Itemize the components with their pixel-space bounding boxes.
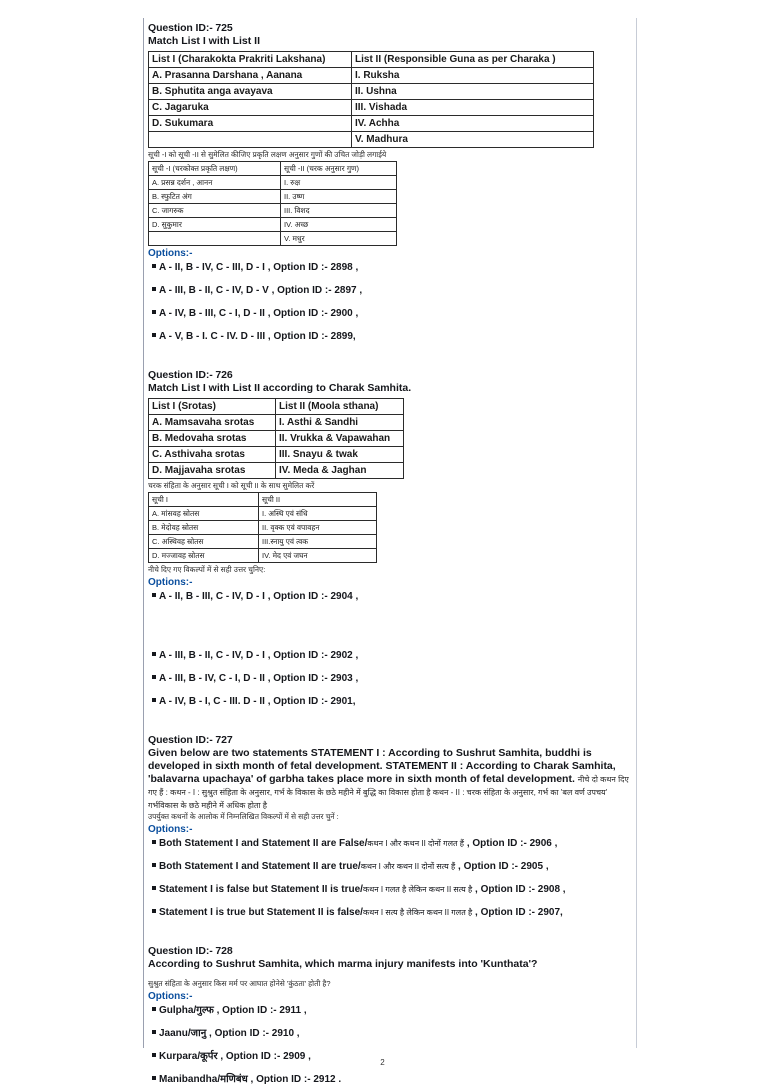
question-prompt: Match List I with List II [148, 35, 261, 47]
cell-list2-hindi: III.स्नायु एवं त्वक [259, 535, 377, 549]
option-text-tail: , Option ID :- 2906 , [464, 838, 558, 849]
cell-list2: V. Madhura [352, 132, 594, 148]
page-number: 2 [380, 1058, 385, 1067]
bullet-icon [152, 886, 156, 890]
option-text-en: Statement I is false but Statement II is true/ [159, 884, 363, 895]
question-footer-hindi: नीचे दिए गए विकल्पों में से सही उत्तर चुनिए: [148, 565, 266, 574]
col-header-list1-hindi: सूची -I (चरकोक्त प्रकृति लक्षण) [149, 162, 281, 176]
question-id: Question ID:- 727 [148, 734, 233, 746]
options-label: Options:- [148, 248, 193, 259]
option-text: A - IV, B - I, C - III. D - II , Option ID :- 2901, [159, 696, 356, 707]
table-header-row [149, 399, 404, 415]
cell-list2-hindi: II. उष्ण [281, 190, 397, 204]
cell-list1: D. Majjavaha srotas [149, 463, 276, 479]
bullet-icon [152, 1007, 156, 1011]
option-text: A - V, B - I. C - IV. D - III , Option ID :- 2899, [159, 331, 356, 342]
option-text: Kurpara/कूर्पर , Option ID :- 2909 , [159, 1051, 311, 1062]
col-header-list1: List I (Charakokta Prakriti Lakshana) [149, 52, 352, 68]
cell-list1-hindi: D. मज्जावह स्रोतस [149, 549, 259, 563]
question-footer-hindi: उपर्युक्त कथनों के आलोक में निम्नलिखित विकल्पों में से सही उत्तर चुनें : [148, 812, 339, 821]
question-prompt-wrapper [148, 747, 633, 812]
col-header-list2: List II (Responsible Guna as per Charaka ) [352, 52, 594, 68]
table-row [149, 507, 377, 521]
option-text: Jaanu/जानु , Option ID :- 2910 , [159, 1028, 300, 1039]
options-label: Options:- [148, 824, 193, 835]
bullet-icon [152, 698, 156, 702]
table-row [149, 415, 404, 431]
option-item[interactable] [148, 695, 633, 708]
cell-list1-hindi: B. स्फुटित अंग [149, 190, 281, 204]
option-text-hi: कथन I और कथन II दोनों गलत हैं [367, 839, 465, 848]
section-spacer [148, 345, 633, 369]
option-item[interactable] [148, 837, 633, 850]
question-block-726 [148, 369, 633, 708]
option-item[interactable] [148, 1004, 633, 1017]
col-header-list2-hindi: सूची -II (चरक अनुसार गुण) [281, 162, 397, 176]
option-text-hi: कथन I गलत है लेकिन कथन II सत्य है [362, 885, 473, 894]
table-header-row [149, 493, 377, 507]
cell-list2: II. Vrukka & Vapawahan [276, 431, 404, 447]
bullet-icon [152, 909, 156, 913]
cell-list1: A. Mamsavaha srotas [149, 415, 276, 431]
match-table-725 [148, 51, 594, 148]
table-row [149, 521, 377, 535]
col-header-list2-hindi: सूची II [259, 493, 377, 507]
question-prompt: Match List I with List II according to Charak Samhita. [148, 382, 412, 394]
bullet-icon [152, 840, 156, 844]
options-label: Options:- [148, 991, 193, 1002]
option-text-en: Statement I is true but Statement II is false/ [159, 907, 363, 918]
option-item[interactable] [148, 883, 633, 896]
cell-list1: B. Medovaha srotas [149, 431, 276, 447]
table-header-row [149, 52, 594, 68]
section-spacer [148, 710, 633, 734]
cell-list1 [149, 132, 352, 148]
cell-list2: III. Snayu & twak [276, 447, 404, 463]
bullet-icon [152, 652, 156, 656]
options-label: Options:- [148, 577, 193, 588]
cell-list1: C. Jagaruka [149, 100, 352, 116]
option-text-tail: , Option ID :- 2907, [472, 907, 563, 918]
option-item[interactable] [148, 906, 633, 919]
bullet-icon [152, 1053, 156, 1057]
question-prompt-hindi: सुश्रुत संहिता के अनुसार किस मर्म पर आघात होनेसे 'कुंठता' होती है? [148, 979, 331, 988]
match-table-hindi-725 [148, 161, 397, 246]
cell-list2-hindi: IV. मेद एवं जघन [259, 549, 377, 563]
right-margin-rule [636, 18, 637, 1048]
section-spacer [148, 921, 633, 945]
cell-list1-hindi: B. मेदोवह स्रोतस [149, 521, 259, 535]
option-item[interactable] [148, 330, 633, 343]
question-id: Question ID:- 726 [148, 369, 233, 381]
option-text-en: Both Statement I and Statement II are False/ [159, 838, 368, 849]
bullet-icon [152, 264, 156, 268]
question-prompt: Given below are two statements STATEMENT I : According to Sushrut Samhita, buddhi is developed in sixth month of fetal development. STATEMENT II : According to Charak Samhita, 'balavarna upachaya' of garbha takes place more in sixth month of fetal development. [148, 747, 616, 785]
option-item[interactable] [148, 590, 633, 603]
question-block-727 [148, 734, 633, 919]
bullet-icon [152, 593, 156, 597]
option-text-hi: कथन I सत्य है लेकिन कथन II गलत है [362, 908, 473, 917]
cell-list2-hindi: II. वृक्क एवं वपावहन [259, 521, 377, 535]
question-prompt: According to Sushrut Samhita, which marma injury manifests into 'Kunthata'? [148, 958, 538, 970]
question-block-725 [148, 22, 633, 343]
bullet-icon [152, 333, 156, 337]
cell-list1-hindi: D. सुकुमार [149, 218, 281, 232]
cell-list2: II. Ushna [352, 84, 594, 100]
option-item[interactable] [148, 284, 633, 297]
table-row [149, 463, 404, 479]
bullet-icon [152, 287, 156, 291]
option-text: A - III, B - IV, C - I, D - II , Option ID :- 2903 , [159, 673, 359, 684]
option-item[interactable] [148, 307, 633, 320]
table-row [149, 100, 594, 116]
option-text: Gulpha/गुल्फ , Option ID :- 2911 , [159, 1005, 307, 1016]
cell-list1-hindi: A. मांसवह स्रोतस [149, 507, 259, 521]
question-prompt-hindi: सूची -I को सूची -II से सुमेलित कीजिए प्रकृति लक्षण अनुसार गुणों की उचित जोड़ी लगाईये [148, 150, 387, 159]
option-item[interactable] [148, 1027, 633, 1040]
cell-list2: I. Asthi & Sandhi [276, 415, 404, 431]
table-row [149, 116, 594, 132]
cell-list2-hindi: I. अस्थि एवं संधि [259, 507, 377, 521]
match-table-hindi-726 [148, 492, 377, 563]
cell-list2-hindi: V. मधुर [281, 232, 397, 246]
table-row [149, 535, 377, 549]
cell-list1: B. Sphutita anga avayava [149, 84, 352, 100]
option-item[interactable] [148, 261, 633, 274]
cell-list1-hindi: C. अस्थिवह स्रोतस [149, 535, 259, 549]
table-row [149, 218, 397, 232]
table-row [149, 232, 397, 246]
col-header-list2: List II (Moola sthana) [276, 399, 404, 415]
question-id: Question ID:- 728 [148, 945, 233, 957]
cell-list1-hindi: A. प्रसन्न दर्शन , आनन [149, 176, 281, 190]
option-text: A - IV, B - III, C - I, D - II , Option ID :- 2900 , [159, 308, 359, 319]
question-prompt-hindi: चरक संहिता के अनुसार सूची I को सूची II के साथ सुमेलित करें [148, 481, 315, 490]
col-header-list1: List I (Srotas) [149, 399, 276, 415]
bullet-icon [152, 1030, 156, 1034]
cell-list1: A. Prasanna Darshana , Aanana [149, 68, 352, 84]
table-row [149, 549, 377, 563]
table-row [149, 68, 594, 84]
cell-list1: C. Asthivaha srotas [149, 447, 276, 463]
table-row [149, 447, 404, 463]
table-row [149, 84, 594, 100]
option-text: A - III, B - II, C - IV, D - V , Option ID :- 2897 , [159, 285, 363, 296]
cell-list2: IV. Achha [352, 116, 594, 132]
option-item[interactable] [148, 649, 633, 662]
option-item[interactable] [148, 860, 633, 873]
cell-list2-hindi: I. रुक्ष [281, 176, 397, 190]
option-text: A - III, B - II, C - IV, D - I , Option ID :- 2902 , [159, 650, 359, 661]
option-text-tail: , Option ID :- 2908 , [472, 884, 566, 895]
option-item[interactable] [148, 672, 633, 685]
table-row [149, 431, 404, 447]
cell-list2: I. Ruksha [352, 68, 594, 84]
cell-list2: III. Vishada [352, 100, 594, 116]
option-text-en: Both Statement I and Statement II are true/ [159, 861, 361, 872]
table-row [149, 190, 397, 204]
cell-list1-hindi: C. जागरुक [149, 204, 281, 218]
option-text: Manibandha/मणिबंध , Option ID :- 2912 . [159, 1074, 342, 1085]
left-margin-rule [143, 18, 144, 1048]
option-text: A - II, B - III, C - IV, D - I , Option ID :- 2904 , [159, 591, 359, 602]
option-item[interactable] [148, 1073, 633, 1086]
table-header-row [149, 162, 397, 176]
question-id: Question ID:- 725 [148, 22, 233, 34]
cell-list1: D. Sukumara [149, 116, 352, 132]
bullet-icon [152, 310, 156, 314]
bullet-icon [152, 1076, 156, 1080]
page-content [148, 22, 633, 1086]
match-table-726 [148, 398, 404, 479]
option-text-hi: कथन I और कथन II दोनों सत्य हैं [360, 862, 456, 871]
col-header-list1-hindi: सूची I [149, 493, 259, 507]
question-prompt-hindi: नीचे दो कथन दिए गए हैं : कथन - I : सुश्रुत संहिता के अनुसार, गर्भ के विकास के छठे महीने में बुद्धि का विकास होता है कथन - II : चरक संहिता के अनुसार, गर्भ का 'बल वर्ण उपचय' गर्भविकास के छठे महीने में अधिक होता है [148, 775, 629, 810]
cell-list2-hindi: IV. अच्छ [281, 218, 397, 232]
cell-list2-hindi: III. विशद [281, 204, 397, 218]
table-row [149, 204, 397, 218]
cell-list2: IV. Meda & Jaghan [276, 463, 404, 479]
option-text-tail: , Option ID :- 2905 , [455, 861, 549, 872]
table-row [149, 132, 594, 148]
cell-list1-hindi [149, 232, 281, 246]
bullet-icon [152, 863, 156, 867]
table-row [149, 176, 397, 190]
bullet-icon [152, 675, 156, 679]
option-text: A - II, B - IV, C - III, D - I , Option ID :- 2898 , [159, 262, 359, 273]
